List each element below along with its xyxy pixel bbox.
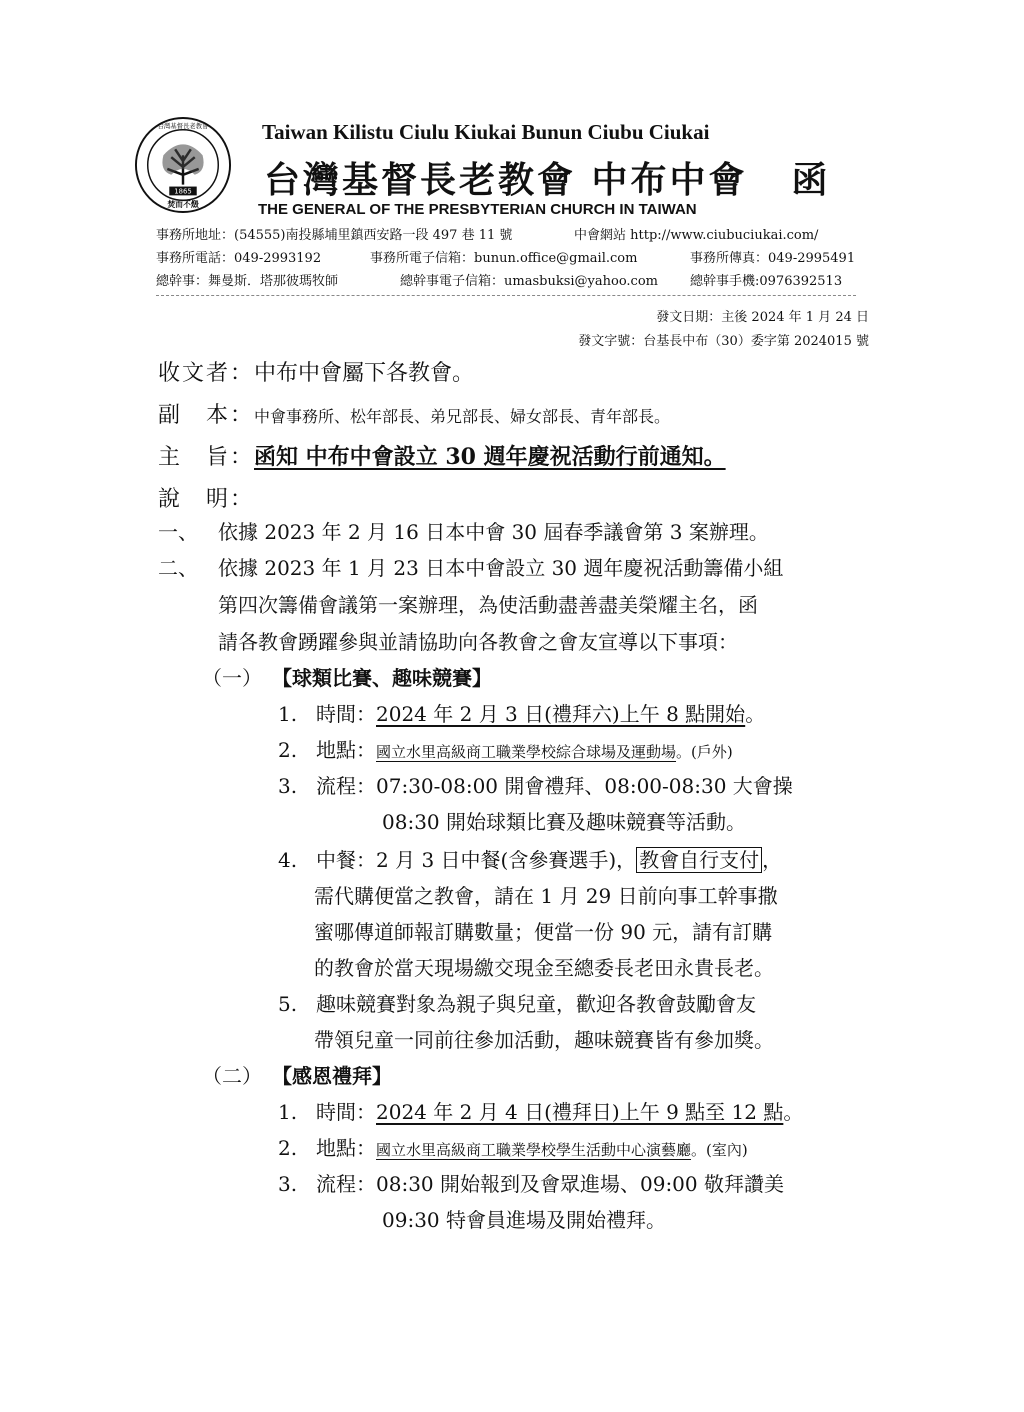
s2-flow-line-1: 08:30 開始報到及會眾進場、09:00 敬拜讚美 xyxy=(376,1172,784,1196)
church-seal-logo xyxy=(134,116,232,214)
org-name-english-sub: THE GENERAL OF THE PRESBYTERIAN CHURCH IN TAIWAN xyxy=(258,201,697,218)
s1-place-row xyxy=(278,732,733,771)
s1-lunch-line-2: 需代購便當之教會，請在 1 月 29 日前向事工幹事撒 xyxy=(314,884,778,908)
s1-lunch-text-a: 2 月 3 日中餐(含參賽選手)， xyxy=(376,848,637,872)
section-2-title: 【感恩禮拜】 xyxy=(272,1064,392,1088)
subject-value: 函知 中布中會設立 30 週年慶祝活動行前通知。 xyxy=(254,444,726,470)
org-name-zh-text: 台灣基督長老教會 中布中會 xyxy=(264,159,748,201)
cc-value: 中會事務所、松年部長、弟兄部長、婦女部長、青年部長。 xyxy=(254,407,671,426)
s2-flow-line-2: 09:30 特會員進場及開始禮拜。 xyxy=(382,1208,666,1232)
s2-flow-row xyxy=(278,1166,784,1203)
s2-place-num: 2. xyxy=(278,1136,298,1160)
s1-time-key: 時間： xyxy=(316,702,376,726)
office-email[interactable]: 事務所電子信箱：bunun.office@gmail.com xyxy=(370,251,638,266)
s1-flow-key: 流程： xyxy=(316,774,376,798)
cc-label: 副 本： xyxy=(158,403,255,428)
s1-lunch-row xyxy=(278,842,782,879)
explanation-row xyxy=(158,482,254,513)
section-1-num: （一） xyxy=(202,666,262,690)
s2-time-value: 2024 年 2 月 4 日(禮拜日)上午 9 點至 12 點 xyxy=(376,1100,784,1124)
item-1 xyxy=(158,514,769,551)
section-1-heading xyxy=(202,660,492,697)
subject-label: 主 旨： xyxy=(158,445,255,470)
s1-lunch-num: 4. xyxy=(278,848,298,872)
contact-row-1 xyxy=(156,224,818,243)
s1-fun-num: 5. xyxy=(278,992,298,1016)
s1-place-num: 2. xyxy=(278,738,298,762)
svg-text:焚而不燬: 焚而不燬 xyxy=(167,200,199,210)
item-2-line: 第四次籌備會議第一案辦理，為使活動盡善盡美榮耀主名，函 xyxy=(218,593,758,617)
s2-time-row xyxy=(278,1094,803,1131)
recipient-value: 中布中會屬下各教會。 xyxy=(254,361,475,386)
item-2 xyxy=(158,550,783,661)
office-fax: 事務所傳真：049-2995491 xyxy=(690,251,856,266)
recipient-label: 收文者： xyxy=(158,361,255,386)
s1-flow-num: 3. xyxy=(278,774,298,798)
document-number: 發文字號：台基長中布（30）委字第 2024015 號 xyxy=(578,334,869,349)
section-2-heading xyxy=(202,1058,392,1095)
item-1-text: 依據 2023 年 2 月 16 日本中會 30 屆春季議會第 3 案辦理。 xyxy=(218,520,769,544)
s1-time-end: 。 xyxy=(745,702,766,726)
s1-place-end: 。(戶外) xyxy=(676,743,733,761)
s2-place-end: 。(室內) xyxy=(691,1141,748,1159)
s1-time-num: 1. xyxy=(278,702,298,726)
item-1-num: 一、 xyxy=(158,520,198,544)
document-type: 函 xyxy=(791,159,831,201)
s2-place-key: 地點： xyxy=(316,1136,376,1160)
general-secretary: 總幹事：舞曼斯．塔那彼瑪牧師 xyxy=(156,274,339,289)
s1-lunch-boxed-note: 教會自行支付 xyxy=(636,847,762,873)
s1-time-row xyxy=(278,696,765,733)
org-name-chinese xyxy=(264,152,831,203)
office-address: 事務所地址：(54555)南投縣埔里鎮西安路一段 497 巷 11 號 xyxy=(156,228,513,243)
s2-place-value: 國立水里高級商工職業學校學生活動中心演藝廳 xyxy=(376,1141,692,1159)
s1-flow-line-1: 07:30-08:00 開會禮拜、08:00-08:30 大會操 xyxy=(376,774,793,798)
s1-fun-line-1: 趣味競賽對象為親子與兒童，歡迎各教會鼓勵會友 xyxy=(316,992,756,1016)
contact-row-3 xyxy=(156,270,842,289)
svg-text:台灣基督長老教會: 台灣基督長老教會 xyxy=(157,121,209,130)
s1-fun-row xyxy=(278,986,756,1023)
website[interactable]: 中會網站 http://www.ciubuciukai.com/ xyxy=(574,228,819,243)
issue-date: 發文日期：主後 2024 年 1 月 24 日 xyxy=(656,310,869,325)
s1-lunch-text-b: ， xyxy=(762,848,783,872)
s1-place-value: 國立水里高級商工職業學校綜合球場及運動場 xyxy=(376,743,677,761)
s1-lunch-line-3: 蜜哪傳道師報訂購數量；便當一份 90 元，請有訂購 xyxy=(314,920,773,944)
section-2-num: （二） xyxy=(202,1064,262,1088)
item-2-line: 請各教會踴躍參與並請協助向各教會之會友宣導以下事項： xyxy=(218,630,738,654)
s2-flow-num: 3. xyxy=(278,1172,298,1196)
secretary-email[interactable]: 總幹事電子信箱：umasbuksi@yahoo.com xyxy=(400,274,658,289)
s2-place-row xyxy=(278,1130,748,1169)
s2-time-num: 1. xyxy=(278,1100,298,1124)
s1-lunch-key: 中餐： xyxy=(316,848,376,872)
s2-time-key: 時間： xyxy=(316,1100,376,1124)
section-1-title: 【球類比賽、趣味競賽】 xyxy=(272,666,492,690)
s1-lunch-line-4: 的教會於當天現場繳交現金至總委長老田永貴長老。 xyxy=(314,956,774,980)
explanation-label: 說 明： xyxy=(158,487,255,512)
s1-flow-line-2: 08:30 開始球類比賽及趣味競賽等活動。 xyxy=(382,810,746,834)
cc-row xyxy=(158,398,670,429)
item-2-num: 二、 xyxy=(158,556,198,580)
recipient-row xyxy=(158,356,474,387)
header-divider xyxy=(156,295,856,296)
secretary-mobile: 總幹事手機:0976392513 xyxy=(690,274,843,289)
org-name-english: Taiwan Kilistu Ciulu Kiukai Bunun Ciubu Ciukai xyxy=(262,120,710,144)
s1-fun-line-2: 帶領兒童一同前往參加活動，趣味競賽皆有參加獎。 xyxy=(314,1028,774,1052)
s1-place-key: 地點： xyxy=(316,738,376,762)
item-2-line: 依據 2023 年 1 月 23 日本中會設立 30 週年慶祝活動籌備小組 xyxy=(218,556,784,580)
s1-time-value: 2024 年 2 月 3 日(禮拜六)上午 8 點開始 xyxy=(376,702,746,726)
s2-time-end: 。 xyxy=(783,1100,804,1124)
svg-text:1865: 1865 xyxy=(174,187,192,196)
office-phone: 事務所電話：049-2993192 xyxy=(156,251,322,266)
s1-flow-row xyxy=(278,768,793,805)
subject-row xyxy=(158,440,726,471)
contact-row-2 xyxy=(156,247,855,266)
s2-flow-key: 流程： xyxy=(316,1172,376,1196)
